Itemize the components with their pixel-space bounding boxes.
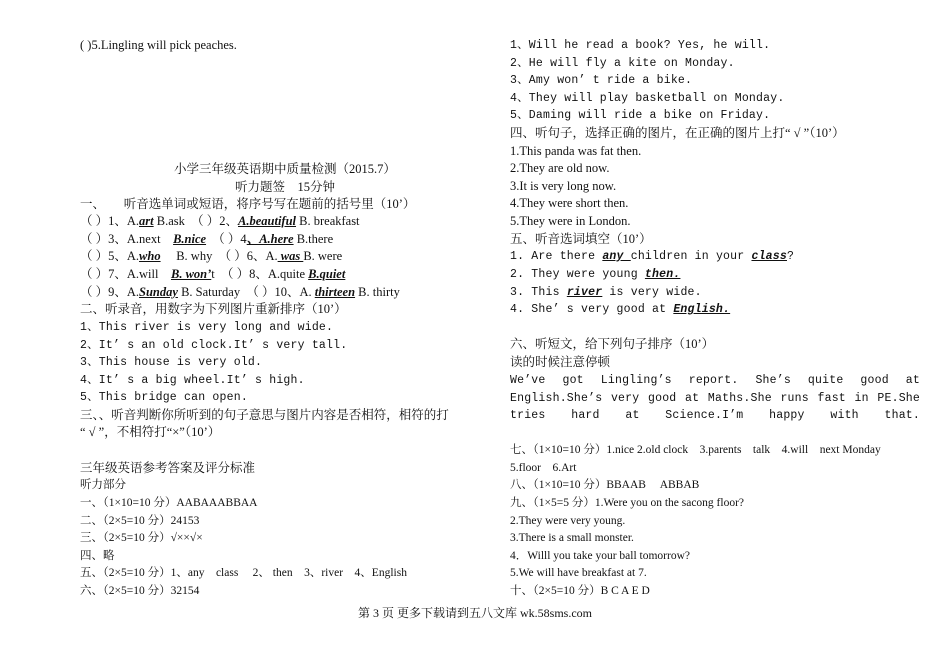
section-2-heading: 二、听录音，用数字为下列图片重新排序（10’） [80, 302, 347, 316]
answer-line: 一、（1×10=10 分）AABAAABBAA [80, 497, 258, 509]
answer-line: 5.floor 6.Art [510, 462, 577, 474]
answer-line: 5.We will have breakfast at 7. [510, 567, 647, 579]
fill-blank-4: 4. She’ s very good at English. [510, 303, 731, 316]
answer-line: 六、（2×5=10 分）32154 [80, 585, 200, 597]
section-3-line: 4、They will play basketball on Monday. [510, 92, 785, 105]
section-2-line: 4、It’ s a big wheel.It’ s high. [80, 374, 305, 387]
choice-row-5: （ ）9、A.Sunday B. Saturday （ ）10、A. thirteen B. thirty [80, 285, 400, 299]
exam-subtitle: 听力题签 15分钟 [234, 180, 335, 194]
answer-line: 七、（1×10=10 分）1.nice 2.old clock 3.parents talk 4.will next Monday [510, 444, 881, 456]
exam-title: 小学三年级英语期中质量检测（2015.7） [174, 162, 396, 176]
question-5: ( )5.Lingling will pick peaches. [80, 38, 237, 52]
answer-line: 二、（2×5=10 分）24153 [80, 515, 200, 527]
section-2-line: 2、It’ s an old clock.It’ s very tall. [80, 339, 348, 352]
section-4-heading: 四、听句子，选择正确的图片，在正确的图片上打“ √ ”（10’） [510, 126, 845, 140]
answer-key-subtitle: 听力部分 [80, 479, 126, 491]
reading-paragraph: We’ve got Lingling’s report. She’s quite good at English.She’s very good at Maths.She runs fast in PE.She tries hard at Science.I’m happy with that. [510, 374, 920, 422]
section-3-heading: 三、、听音判断你所听到的句子意思与图片内容是否相符，相符的打 [80, 408, 449, 422]
section-4-line: 3.It is very long now. [510, 179, 617, 193]
section-3-line: 2、He will fly a kite on Monday. [510, 57, 735, 70]
choice-row-3: （ ）5、A.who B. why （ ）6、A. was B. were [80, 249, 343, 263]
section-2-line: 3、This house is very old. [80, 356, 263, 369]
section-5-heading: 五、听音选词填空（10’） [510, 232, 652, 246]
fill-blank-3: 3. This river is very wide. [510, 286, 702, 299]
answer-line: 4．Willl you take your ball tomorrow? [510, 550, 690, 562]
section-4-line: 4.They were short then. [510, 196, 629, 210]
choice-row-4: （ ）7、A.will B. won’t （ ）8、A.quite B.quiet [80, 267, 346, 281]
answer-line: 五、（2×5=10 分）1、any class 2、 then 3、river 4、English [80, 567, 407, 579]
reading-hint: 读的时候注意停顿 [510, 355, 611, 369]
page-footer: 第 3 页 更多下载请到五八文库 wk.58sms.com [357, 606, 592, 620]
section-3-line: 3、Amy won’ t ride a bike. [510, 74, 693, 87]
section-2-line: 5、This bridge can open. [80, 391, 248, 404]
section-4-line: 5.They were in London. [510, 214, 631, 228]
answer-line: 八、（1×10=10 分）BBAAB ABBAB [510, 479, 700, 491]
section-3-heading-cont: “ √ ”，不相符打“×”（10’） [80, 425, 221, 439]
answer-line: 3.There is a small monster. [510, 532, 634, 544]
fill-blank-1: 1. Are there any children in your class? [510, 250, 795, 263]
answer-line: 四、略 [80, 550, 115, 562]
answer-line: 三、（2×5=10 分）√××√× [80, 532, 203, 544]
section-4-line: 2.They are old now. [510, 161, 610, 175]
section-3-line: 5、Daming will ride a bike on Friday. [510, 109, 771, 122]
choice-row-2: （ ）3、A.next B.nice （ ）4、A.here B.there [80, 232, 334, 246]
answer-line: 十、（2×5=10 分）B C A E D [510, 585, 650, 597]
answer-line: 九、（1×5=5 分）1.Were you on the sacong floor? [510, 497, 745, 509]
answer-line: 2.They were very young. [510, 515, 626, 527]
answer-key-title: 三年级英语参考答案及评分标准 [80, 461, 256, 475]
choice-row-1: （ ）1、A.art B.ask （ ）2、A.beautiful B. breakfast [80, 214, 360, 228]
section-2-line: 1、This river is very long and wide. [80, 321, 334, 334]
section-6-heading: 六、听短文，给下列句子排序（10’） [510, 337, 715, 351]
fill-blank-2: 2. They were young then. [510, 268, 681, 281]
section-1-heading: 一、 听音选单词或短语，将序号写在题前的括号里（10’） [80, 197, 416, 211]
section-4-line: 1.This panda was fat then. [510, 144, 642, 158]
section-3-line: 1、Will he read a book? Yes, he will. [510, 39, 771, 52]
